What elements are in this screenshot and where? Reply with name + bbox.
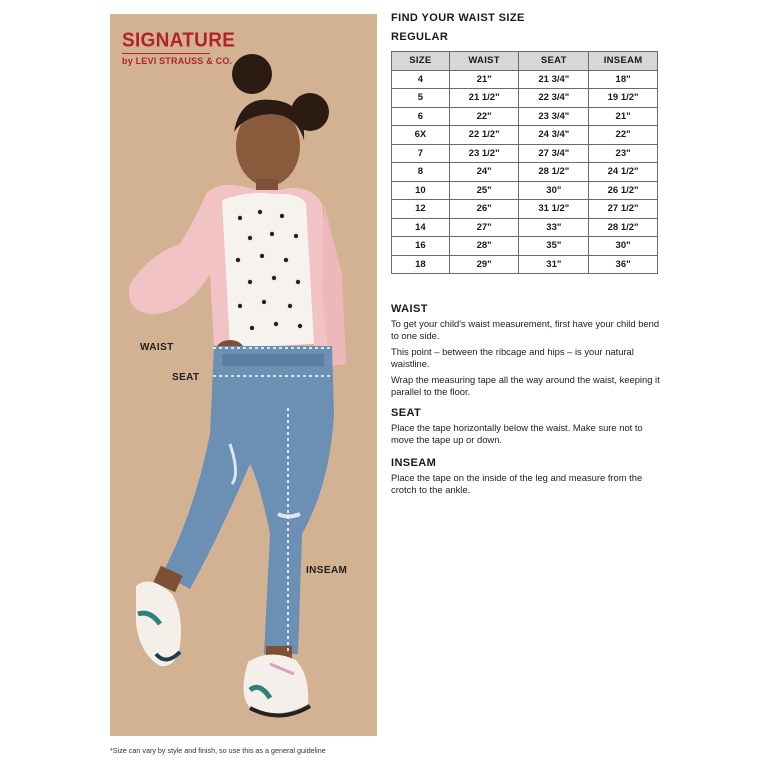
chart-subtitle: REGULAR [391, 31, 449, 43]
table-row [392, 237, 658, 256]
table-row [392, 181, 658, 200]
cell-waist: 26" [449, 200, 519, 219]
cell-waist: 21 1/2" [449, 89, 519, 108]
header-inseam: INSEAM [589, 52, 658, 71]
size-footnote: *Size can vary by style and finish, so use this as a general guideline [110, 746, 326, 755]
chart-title: FIND YOUR WAIST SIZE [391, 12, 525, 24]
cell-inseam: 28 1/2" [589, 218, 658, 237]
cell-waist: 22 1/2" [449, 126, 519, 145]
cell-seat: 24 3/4" [519, 126, 589, 145]
cell-size: 16 [392, 237, 450, 256]
cell-size: 12 [392, 200, 450, 219]
waist-instructions [391, 303, 661, 402]
table-row [392, 89, 658, 108]
seat-instructions [391, 407, 661, 450]
cell-seat: 28 1/2" [519, 163, 589, 182]
cell-waist: 24" [449, 163, 519, 182]
cell-inseam: 23" [589, 144, 658, 163]
waist-paragraph: To get your child's waist measurement, first have your child bend to one side. [391, 318, 660, 341]
waist-paragraph: This point – between the ribcage and hips – is your natural waistline. [391, 346, 634, 369]
cell-size: 6 [392, 107, 450, 126]
cell-seat: 31 1/2" [519, 200, 589, 219]
table-row [392, 107, 658, 126]
cell-seat: 23 3/4" [519, 107, 589, 126]
cell-size: 6X [392, 126, 450, 145]
model-photo [110, 14, 377, 736]
table-row [392, 218, 658, 237]
cell-waist: 28" [449, 237, 519, 256]
table-row [392, 255, 658, 274]
cell-size: 8 [392, 163, 450, 182]
cell-waist: 25" [449, 181, 519, 200]
cell-waist: 21" [449, 70, 519, 89]
header-size: SIZE [392, 52, 450, 71]
cell-inseam: 21" [589, 107, 658, 126]
cell-seat: 33" [519, 218, 589, 237]
inseam-label: INSEAM [306, 565, 348, 576]
signature-logo [122, 30, 235, 67]
cell-inseam: 18" [589, 70, 658, 89]
cell-inseam: 24 1/2" [589, 163, 658, 182]
cell-seat: 35" [519, 237, 589, 256]
seat-label: SEAT [172, 372, 200, 383]
cell-inseam: 19 1/2" [589, 89, 658, 108]
cell-seat: 30" [519, 181, 589, 200]
header-waist: WAIST [449, 52, 519, 71]
cell-size: 10 [392, 181, 450, 200]
table-row [392, 200, 658, 219]
cell-inseam: 26 1/2" [589, 181, 658, 200]
cell-waist: 29" [449, 255, 519, 274]
inseam-instructions [391, 457, 661, 500]
cell-seat: 22 3/4" [519, 89, 589, 108]
cell-size: 5 [392, 89, 450, 108]
cell-waist: 27" [449, 218, 519, 237]
seat-title: SEAT [391, 407, 422, 419]
waist-title: WAIST [391, 303, 428, 315]
waist-paragraph: Wrap the measuring tape all the way around the waist, keeping it parallel to the floor. [391, 374, 660, 397]
cell-size: 14 [392, 218, 450, 237]
table-header-row [392, 52, 658, 71]
logo-sub-text: by LEVI STRAUSS & CO. [122, 56, 233, 66]
cell-seat: 27 3/4" [519, 144, 589, 163]
table-row [392, 126, 658, 145]
cell-size: 4 [392, 70, 450, 89]
table-row [392, 163, 658, 182]
cell-waist: 22" [449, 107, 519, 126]
cell-inseam: 36" [589, 255, 658, 274]
logo-main-text: SIGNATURE [122, 29, 236, 52]
cell-inseam: 30" [589, 237, 658, 256]
header-seat: SEAT [519, 52, 589, 71]
cell-waist: 23 1/2" [449, 144, 519, 163]
table-row [392, 70, 658, 89]
cell-seat: 21 3/4" [519, 70, 589, 89]
seat-paragraph: Place the tape horizontally below the waist. Make sure not to move the tape up or down. [391, 422, 643, 445]
cell-seat: 31" [519, 255, 589, 274]
waist-label: WAIST [140, 342, 174, 353]
table-row [392, 144, 658, 163]
cell-size: 7 [392, 144, 450, 163]
inseam-title: INSEAM [391, 457, 437, 469]
cell-size: 18 [392, 255, 450, 274]
inseam-paragraph: Place the tape on the inside of the leg and measure from the crotch to the ankle. [391, 472, 643, 495]
model-illustration [110, 14, 377, 736]
cell-inseam: 27 1/2" [589, 200, 658, 219]
cell-inseam: 22" [589, 126, 658, 145]
logo-rule [122, 53, 210, 54]
size-chart-table [391, 51, 658, 274]
